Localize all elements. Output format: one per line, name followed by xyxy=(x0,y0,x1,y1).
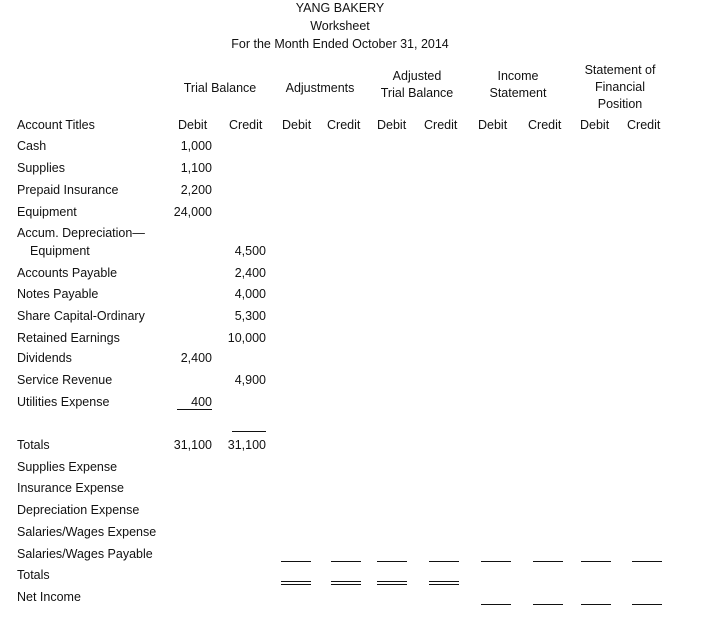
group-income-line1: Income xyxy=(497,69,539,83)
account-title: Prepaid Insurance xyxy=(17,183,119,197)
header-atb-credit: Credit xyxy=(424,118,458,132)
report-name: Worksheet xyxy=(310,19,370,33)
account-title: Accum. Depreciation— xyxy=(17,226,145,240)
header-adj-credit: Credit xyxy=(327,118,361,132)
tb-debit-value: 1,000 xyxy=(180,139,212,153)
account-title: Service Revenue xyxy=(17,373,113,387)
underline-tb-debit xyxy=(177,409,212,410)
blank-line xyxy=(533,604,563,605)
header-is-debit: Debit xyxy=(478,118,508,132)
group-sofp-line2: Financial xyxy=(594,80,646,94)
tb-debit-value: 1,100 xyxy=(180,161,212,175)
tb-credit-value: 5,300 xyxy=(234,309,266,323)
group-trial-balance: Trial Balance xyxy=(183,81,257,95)
account-title-continued: Equipment xyxy=(30,244,90,258)
double-underline xyxy=(377,581,407,582)
account-title: Dividends xyxy=(17,351,72,365)
adjustment-account: Depreciation Expense xyxy=(17,503,140,517)
header-tb-debit: Debit xyxy=(178,118,208,132)
double-underline xyxy=(377,584,407,585)
adjustment-account: Insurance Expense xyxy=(17,481,125,495)
header-adj-debit: Debit xyxy=(282,118,312,132)
blank-line xyxy=(632,561,662,562)
tb-debit-value: 400 xyxy=(191,395,212,409)
blank-line xyxy=(481,561,511,562)
header-sofp-debit: Debit xyxy=(580,118,610,132)
double-underline xyxy=(429,581,459,582)
blank-line xyxy=(429,561,459,562)
double-underline xyxy=(429,584,459,585)
tb-credit-value: 2,400 xyxy=(234,266,266,280)
blank-line xyxy=(281,561,311,562)
blank-line xyxy=(533,561,563,562)
totals-label: Totals xyxy=(17,438,50,452)
tb-credit-value: 10,000 xyxy=(227,331,266,345)
header-atb-debit: Debit xyxy=(377,118,407,132)
blank-line xyxy=(632,604,662,605)
account-title: Notes Payable xyxy=(17,287,99,301)
account-title: Accounts Payable xyxy=(17,266,118,280)
blank-line xyxy=(331,561,361,562)
tb-debit-value: 2,200 xyxy=(180,183,212,197)
tb-credit-total: 31,100 xyxy=(227,438,266,452)
adjustment-account: Salaries/Wages Expense xyxy=(17,525,157,539)
blank-line xyxy=(481,604,511,605)
totals-label-bottom: Totals xyxy=(17,568,50,582)
net-income-label: Net Income xyxy=(17,590,81,604)
double-underline xyxy=(281,584,311,585)
account-title: Share Capital-Ordinary xyxy=(17,309,145,323)
account-title: Utilities Expense xyxy=(17,395,110,409)
group-sofp-line3: Position xyxy=(597,97,643,111)
account-title: Cash xyxy=(17,139,47,153)
group-income-line2: Statement xyxy=(489,86,547,100)
double-underline xyxy=(331,584,361,585)
group-adjusted-tb-line2: Trial Balance xyxy=(380,86,454,100)
tb-credit-value: 4,000 xyxy=(234,287,266,301)
blank-line xyxy=(581,561,611,562)
group-adjustments: Adjustments xyxy=(285,81,355,95)
header-account-titles: Account Titles xyxy=(17,118,95,132)
adjustment-account: Salaries/Wages Payable xyxy=(17,547,153,561)
tb-debit-total: 31,100 xyxy=(173,438,212,452)
adjustment-account: Supplies Expense xyxy=(17,460,118,474)
tb-credit-value: 4,900 xyxy=(234,373,266,387)
tb-credit-value: 4,500 xyxy=(234,244,266,258)
group-adjusted-tb-line1: Adjusted xyxy=(392,69,442,83)
header-tb-credit: Credit xyxy=(229,118,263,132)
tb-debit-value: 2,400 xyxy=(180,351,212,365)
report-period: For the Month Ended October 31, 2014 xyxy=(231,37,449,51)
double-underline xyxy=(331,581,361,582)
header-sofp-credit: Credit xyxy=(627,118,661,132)
header-is-credit: Credit xyxy=(528,118,562,132)
blank-line xyxy=(377,561,407,562)
group-sofp-line1: Statement of xyxy=(584,63,656,77)
company-name: YANG BAKERY xyxy=(295,1,385,15)
blank-line xyxy=(581,604,611,605)
account-title: Equipment xyxy=(17,205,77,219)
account-title: Retained Earnings xyxy=(17,331,120,345)
account-title: Supplies xyxy=(17,161,65,175)
underline-tb-credit xyxy=(232,431,266,432)
tb-debit-value: 24,000 xyxy=(173,205,212,219)
double-underline xyxy=(281,581,311,582)
